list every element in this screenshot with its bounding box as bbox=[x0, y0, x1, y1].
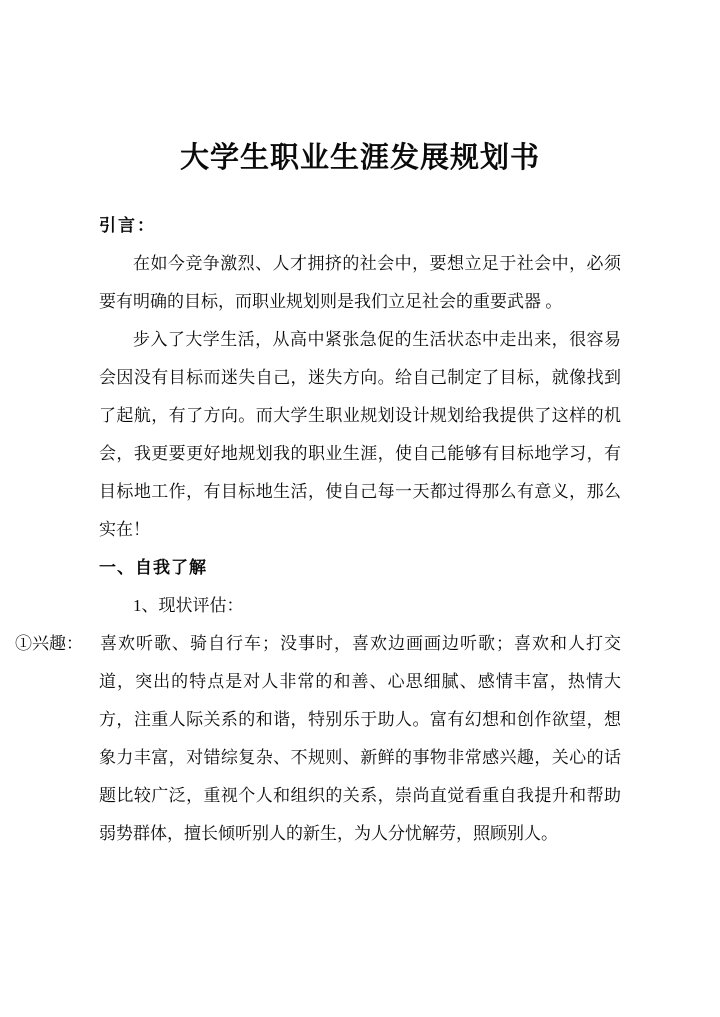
interest-item-label: ①兴趣： bbox=[15, 634, 83, 653]
section-heading-self-knowledge: 一、自我了解 bbox=[99, 558, 207, 577]
intro-paragraph-2: 步入了大学生活，从高中紧张急促的生活状态中走出来，很容易会因没有目标而迷失自己，迷失方向。给自己制定了目标，就像找到了起航，有了方向。而大学生职业规划设计规划给我提供了这样的机会，我更要更好地规划我的职业生涯，使自己能够有目标地学习，有目标地工作，有目标地生活，使自己每一天都过得那么有意义，那么实在！ bbox=[99, 330, 621, 539]
document-title: 大学生职业生涯发展规划书 bbox=[179, 142, 540, 174]
document-body bbox=[15, 207, 621, 853]
intro-paragraph-1: 在如今竞争激烈、人才拥挤的社会中，要想立足于社会中，必须要有明确的目标，而职业规划则是我们立足社会的重要武器 。 bbox=[99, 254, 621, 311]
subheading-status-evaluation: 1、现状评估： bbox=[133, 596, 244, 615]
interest-item bbox=[15, 625, 621, 853]
intro-heading: 引言： bbox=[99, 216, 156, 235]
interest-item-text: 喜欢听歌、骑自行车；没事时，喜欢边画画边听歌；喜欢和人打交道，突出的特点是对人非常的和善、心思细腻、感情丰富，热情大方，注重人际关系的和谐，特别乐于助人。富有幻想和创作欲望，想象力丰富，对错综复杂、不规则、新鲜的事物非常感兴趣，关心的话题比较广泛，重视个人和组织的关系，崇尚直觉看重自我提升和帮助弱势群体，擅长倾听别人的新生，为人分忧解劳，照顾别人。 bbox=[99, 634, 621, 843]
